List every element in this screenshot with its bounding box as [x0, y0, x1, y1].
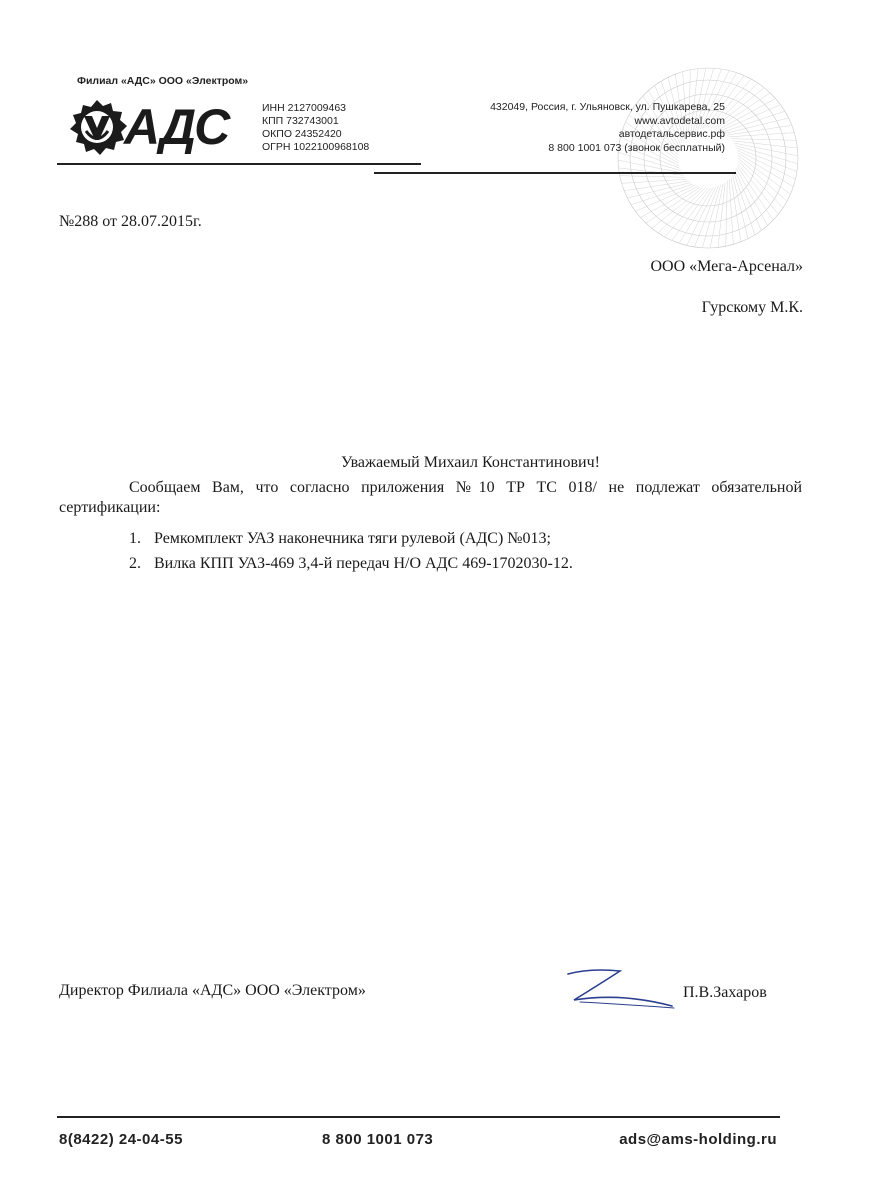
list-item [129, 526, 573, 551]
recipient-person: Гурскому М.К. [701, 299, 803, 316]
kpp-line: КПП 732743001 [262, 115, 339, 127]
footer-divider [57, 1116, 780, 1118]
footer-phone-free: 8 800 1001 073 [322, 1131, 434, 1148]
letter-number: №288 от 28.07.2015г. [59, 213, 202, 230]
header-divider-left [57, 163, 421, 165]
list-item-number: 1. [129, 530, 141, 547]
company-logo-text: АДС [124, 99, 229, 155]
handwritten-signature-icon [560, 962, 680, 1012]
footer-email-link[interactable]: ads@ams-holding.ru [619, 1131, 777, 1148]
okpo-line: ОКПО 24352420 [262, 128, 342, 140]
list-item-text: Вилка КПП УАЗ-469 3,4-й передач Н/О АДС 469-1702030-12. [154, 555, 573, 572]
website-rf-link[interactable]: автодетальсервис.рф [618, 128, 725, 140]
signer-title: Директор Филиала «АДС» ООО «Электром» [59, 982, 366, 999]
list-item [129, 551, 573, 576]
ogrn-line: ОГРН 1022100968108 [262, 141, 370, 153]
items-list [129, 526, 573, 576]
gear-emblem-icon [66, 98, 128, 156]
branch-title: Филиал «АДС» ООО «Электром» [77, 75, 249, 87]
inn-line: ИНН 2127009463 [262, 102, 347, 114]
intro-paragraph: Сообщаем Вам, что согласно приложения №10 ТР ТС 018/ не подлежат обязательной сертификации: [59, 479, 802, 516]
salutation: Уважаемый Михаил Константинович! [341, 454, 600, 471]
list-item-text: Ремкомплект УАЗ наконечника тяги рулевой (АДС) №013; [154, 530, 551, 547]
guilloche-pattern-icon [612, 62, 804, 254]
list-item-number: 2. [129, 555, 141, 572]
address-line: 432049, Россия, г. Ульяновск, ул. Пушкарева, 25 [490, 101, 725, 113]
header-divider-right [374, 172, 736, 174]
signer-name: П.В.Захаров [683, 984, 767, 1001]
free-phone-line: 8 800 1001 073 (звонок бесплатный) [548, 141, 725, 154]
website-link[interactable]: www.avtodetal.com [634, 114, 725, 127]
footer-phone-local: 8(8422) 24-04-55 [59, 1131, 183, 1148]
company-requisites [262, 102, 369, 154]
company-contacts [490, 101, 725, 155]
recipient-company: ООО «Мега-Арсенал» [650, 258, 803, 275]
